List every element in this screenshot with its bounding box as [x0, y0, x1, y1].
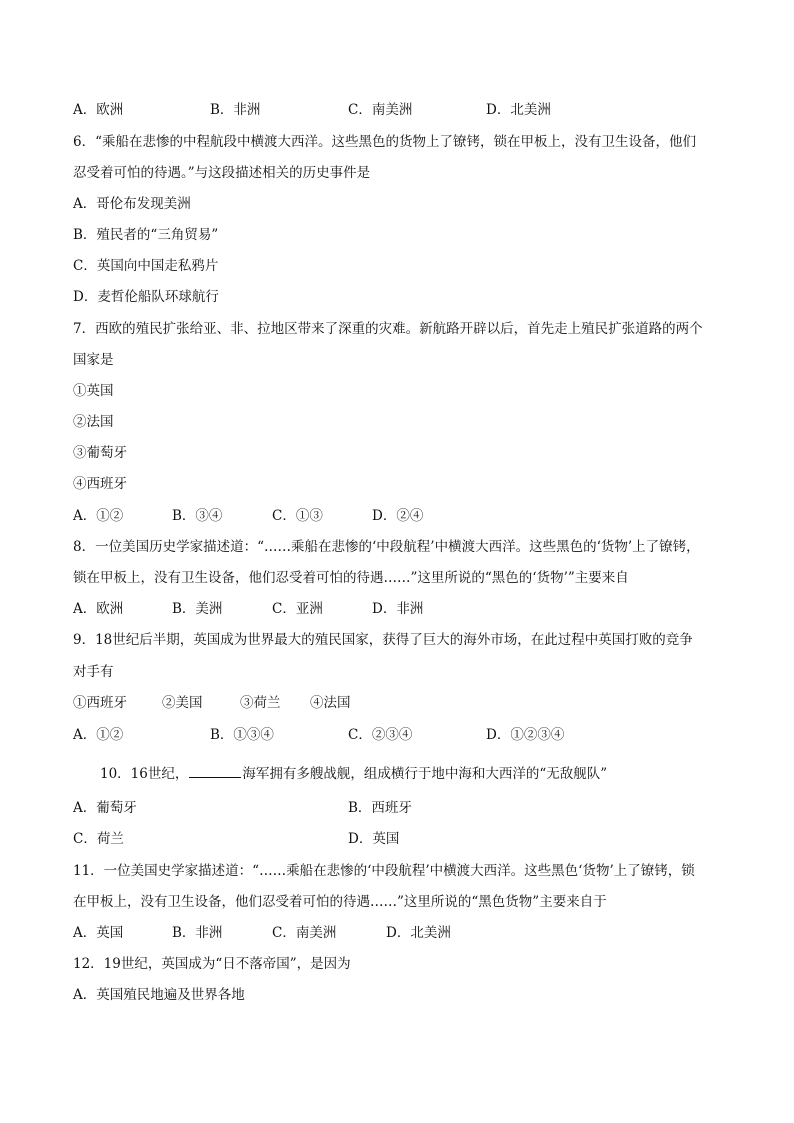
option-c: C．②③④ [348, 727, 413, 743]
question-stem: 6．“乘船在悲惨的中程航段中横渡大西洋。这些黑色的货物上了镣铐，锁在甲板上，没有卫生设备，他们 [73, 134, 696, 150]
list-item: ③葡萄牙 [73, 445, 127, 461]
option-d: D．②④ [372, 508, 424, 524]
option-d: D．北美洲 [386, 925, 451, 941]
option-d: D．英国 [348, 831, 400, 847]
option-a: A．哥伦布发现美洲 [73, 196, 191, 212]
question-stem: 9．18世纪后半期，英国成为世界最大的殖民国家，获得了巨大的海外市场，在此过程中英国打败的竞争 [73, 632, 693, 648]
option-a: A．①② [73, 727, 124, 743]
list-item: ②法国 [73, 414, 114, 430]
option-d: D．北美洲 [486, 102, 551, 118]
question-stem: 11．一位美国史学家描述道：“……乘船在悲惨的‘中段航程’中横渡大西洋。这些黑色‘货物’上了镣铐，锁 [73, 863, 695, 879]
question-stem: 忍受着可怕的待遇。”与这段描述相关的历史事件是 [73, 165, 371, 181]
option-a: A．英国 [73, 925, 124, 941]
list-item: ①英国 [73, 383, 114, 399]
question-stem-suffix: 海军拥有多艘战舰，组成横行于地中海和大西洋的“无敌舰队” [242, 766, 608, 782]
option-d: D．非洲 [372, 601, 424, 617]
list-item: ④法国 [310, 695, 351, 711]
option-b: B．殖民者的“三角贸易” [73, 227, 219, 243]
option-c: C．①③ [272, 508, 323, 524]
option-c: C．英国向中国走私鸦片 [73, 258, 219, 274]
option-a: A．欧洲 [73, 102, 124, 118]
question-stem: 在甲板上，没有卫生设备，他们忍受着可怕的待遇……”这里所说的“黑色货物”主要来自于 [73, 894, 607, 910]
question-stem: 7．西欧的殖民扩张给亚、非、拉地区带来了深重的灾难。新航路开辟以后，首先走上殖民扩张道路的两个 [73, 321, 703, 337]
option-b: B．非洲 [172, 925, 223, 941]
question-stem [100, 764, 607, 783]
option-b: B．③④ [172, 508, 223, 524]
option-a: A．英国殖民地遍及世界各地 [73, 987, 245, 1003]
question-stem: 对手有 [73, 664, 114, 680]
answer-blank [189, 764, 241, 778]
option-c: C．南美洲 [348, 102, 413, 118]
option-b: B．非洲 [210, 102, 261, 118]
list-item: ③荷兰 [240, 695, 281, 711]
option-d: D．麦哲伦船队环球航行 [73, 289, 219, 305]
option-c: C．亚洲 [272, 601, 323, 617]
option-a: A．①② [73, 508, 124, 524]
option-b: B．①③④ [210, 727, 274, 743]
list-item: ④西班牙 [73, 476, 127, 492]
option-a: A．欧洲 [73, 601, 124, 617]
question-stem: 8．一位美国历史学家描述道：“……乘船在悲惨的‘中段航程’中横渡大西洋。这些黑色的‘货物’上了镣铐， [73, 539, 700, 555]
list-item: ②美国 [162, 695, 203, 711]
question-stem: 锁在甲板上，没有卫生设备，他们忍受着可怕的待遇……”这里所说的“黑色的‘货物’”主要来自 [73, 570, 629, 586]
question-stem: 国家是 [73, 352, 114, 368]
option-b: B．西班牙 [348, 800, 412, 816]
question-stem: 12．19世纪，英国成为“日不落帝国”，是因为 [73, 956, 351, 972]
option-a: A．葡萄牙 [73, 800, 137, 816]
list-item: ①西班牙 [73, 695, 127, 711]
option-b: B．美洲 [172, 601, 223, 617]
option-c: C．南美洲 [272, 925, 337, 941]
option-c: C．荷兰 [73, 831, 124, 847]
question-stem-prefix: 10．16世纪， [100, 766, 189, 782]
option-d: D．①②③④ [486, 727, 565, 743]
